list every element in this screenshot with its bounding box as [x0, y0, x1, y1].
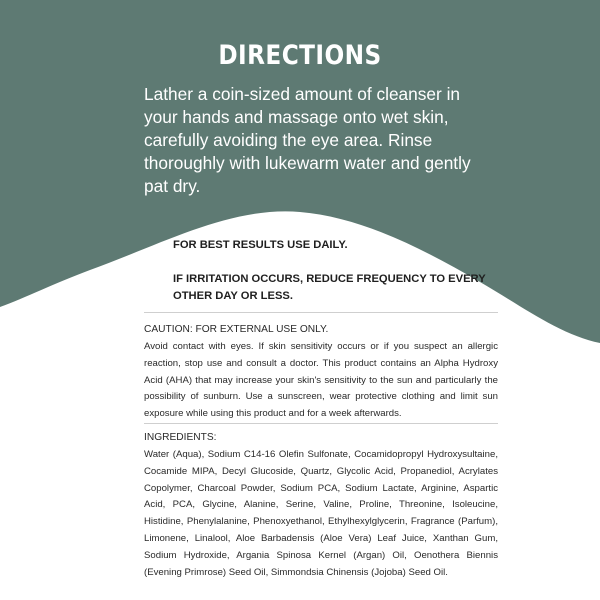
caution-section: [144, 322, 498, 423]
divider-top: [144, 312, 498, 313]
ingredients-heading: INGREDIENTS:: [144, 432, 217, 443]
directions-text: Lather a coin-sized amount of cleanser in your hands and massage onto wet skin, carefully avoiding the eye area. Rinse thoroughly with lukewarm water and gently pat dry.: [144, 84, 471, 196]
ingredients-section: [144, 430, 498, 581]
daily-use-note: FOR BEST RESULTS USE DAILY.: [173, 239, 348, 251]
directions-title: DIRECTIONS: [218, 40, 382, 71]
usage-notes: [173, 237, 493, 305]
irritation-note: IF IRRITATION OCCURS, REDUCE FREQUENCY TO EVERY OTHER DAY OR LESS.: [173, 273, 486, 302]
divider-middle: [144, 423, 498, 424]
ingredients-text: Water (Aqua), Sodium C14-16 Olefin Sulfonate, Cocamidopropyl Hydroxysultaine, Cocamide MIPA, Decyl Glucoside, Quartz, Glycolic Acid, Propanediol, Acrylates Copolymer, Charcoal Powder, Sodium PCA, Sodium Lactate, Arginine, Aspartic Acid, PCA, Glycine, Alanine, Serine, Valine, Proline, Threonine, Isoleucine, Histidine, Phenylalanine, Phenoxyethanol, Ethylhexylglycerin, Fragrance (Parfum), Limonene, Linalool, Aloe Barbadensis (Aloe Vera) Leaf Juice, Xanthan Gum, Sodium Hydroxide, Argania Spinosa Kernel (Argan) Oil, Oenothera Biennis (Evening Primrose) Seed Oil, Simmondsia Chinensis (Jojoba) Seed Oil.: [144, 449, 498, 578]
caution-heading: CAUTION: FOR EXTERNAL USE ONLY.: [144, 324, 329, 335]
caution-text: Avoid contact with eyes. If skin sensitivity occurs or if you suspect an allergic reaction, stop use and consult a doctor. This product contains an Alpha Hydroxy Acid (AHA) that may increase your skin's sensitivity to the sun and particularly the possibility of sunburn. Use a sunscreen, wear protective clothing and limit sun exposure while using this product and for a week afterwards.: [144, 341, 498, 420]
